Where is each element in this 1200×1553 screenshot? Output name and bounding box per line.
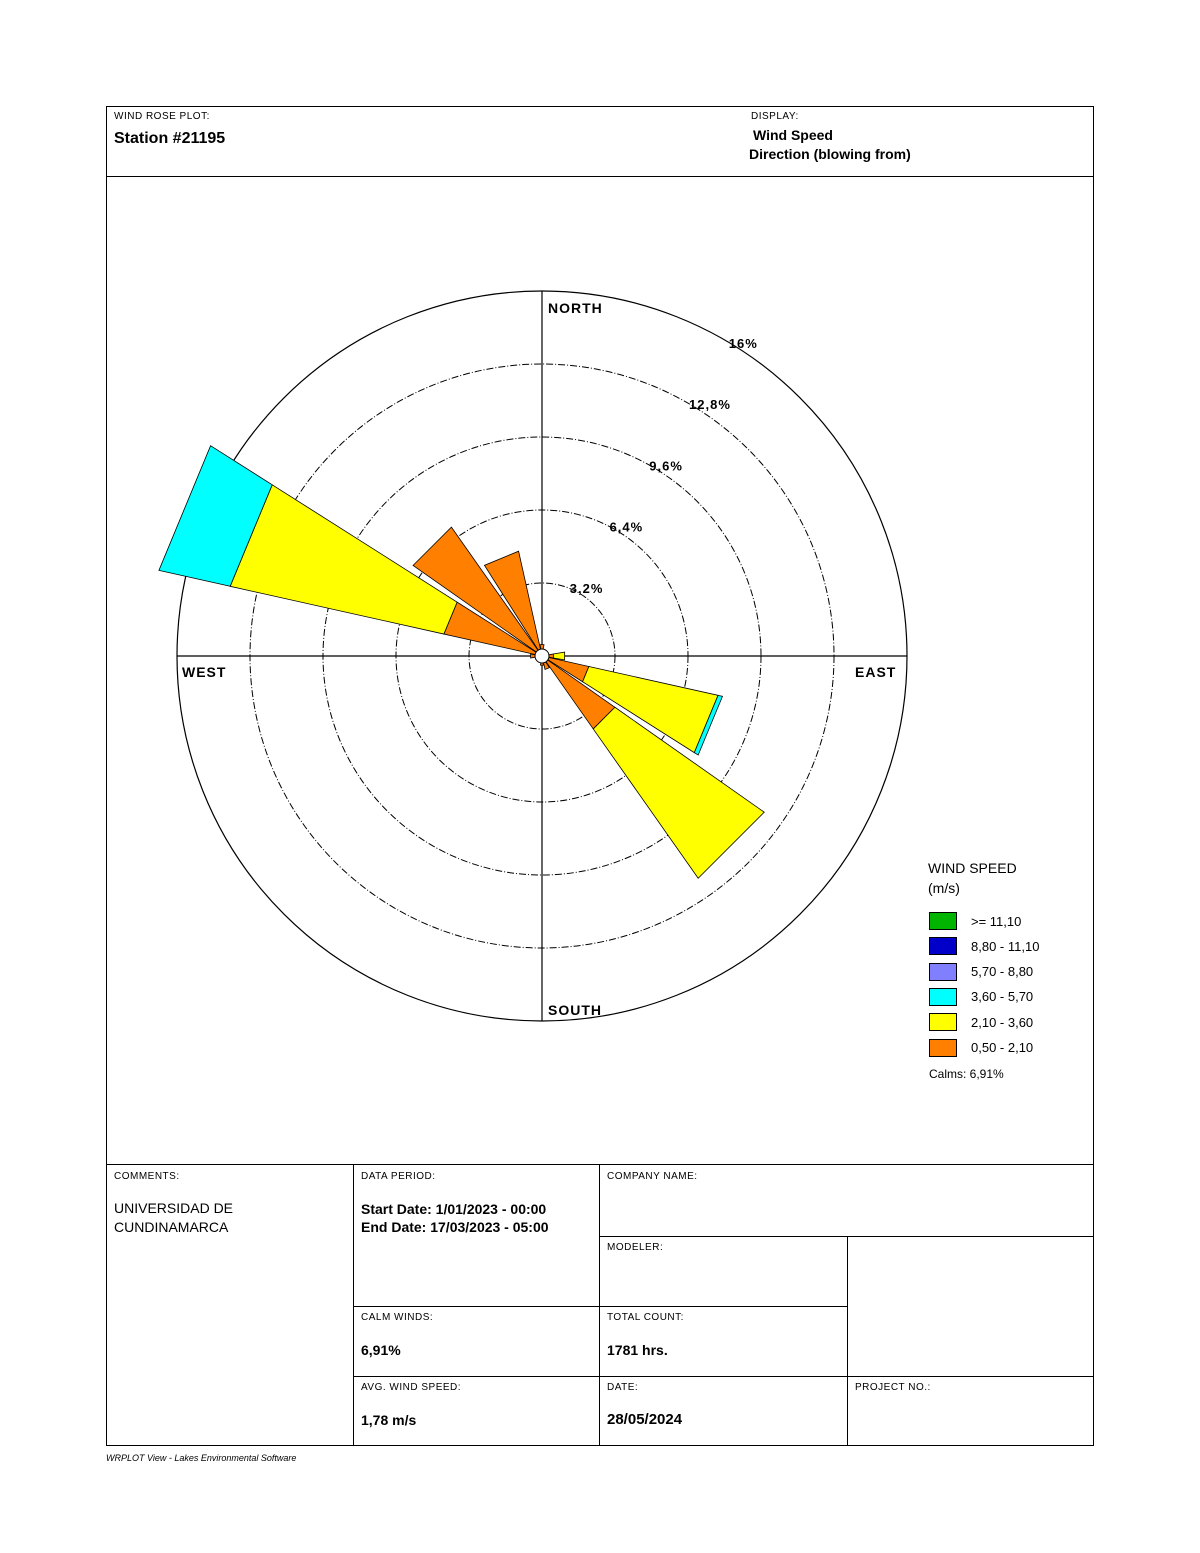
total-count-caption: TOTAL COUNT: <box>607 1312 684 1323</box>
date-caption: DATE: <box>607 1382 639 1393</box>
avg-wind-speed-value: 1,78 m/s <box>361 1412 417 1428</box>
legend-entry <box>929 962 1033 982</box>
legend-swatch <box>929 1013 957 1031</box>
legend-label: >= 11,10 <box>971 913 1022 929</box>
legend-calms: Calms: 6,91% <box>929 1067 1004 1081</box>
ring-label-1: 3,2% <box>569 580 604 596</box>
station-title: Station #21195 <box>114 130 226 147</box>
compass-west-label: WEST <box>182 664 227 680</box>
avg-wind-speed-caption: AVG. WIND SPEED: <box>361 1382 462 1393</box>
display-line-2: Direction (blowing from) <box>749 146 911 162</box>
plot-caption: WIND ROSE PLOT: <box>114 111 210 122</box>
ring-label-5: 16% <box>728 335 758 351</box>
start-date: Start Date: 1/01/2023 - 00:00 <box>361 1201 547 1217</box>
legend-label: 3,60 - 5,70 <box>971 989 1034 1005</box>
compass-south-label: SOUTH <box>548 1002 602 1018</box>
comments-caption: COMMENTS: <box>114 1171 180 1182</box>
calm-winds-value: 6,91% <box>361 1342 401 1358</box>
legend-entry <box>929 911 1021 931</box>
end-date: End Date: 17/03/2023 - 05:00 <box>361 1219 549 1235</box>
date-value: 28/05/2024 <box>607 1411 683 1428</box>
info-col-divider-2 <box>599 1164 600 1446</box>
info-row-divider-avg <box>353 1376 1094 1377</box>
company-caption: COMPANY NAME: <box>607 1171 698 1182</box>
legend-entry <box>929 987 1033 1007</box>
legend-label: 2,10 - 3,60 <box>971 1014 1034 1030</box>
legend-entry <box>929 936 1039 956</box>
info-row-divider-calm <box>353 1306 847 1307</box>
info-row-divider-company <box>599 1236 1094 1237</box>
legend-swatch <box>929 912 957 930</box>
legend-swatch <box>929 988 957 1006</box>
legend-units: (m/s) <box>928 880 960 896</box>
info-top-divider <box>106 1164 1094 1165</box>
display-line-1: Wind Speed <box>753 127 833 143</box>
modeler-caption: MODELER: <box>607 1242 664 1253</box>
legend-swatch <box>929 963 957 981</box>
compass-north-label: NORTH <box>548 300 603 316</box>
info-col-divider-1 <box>353 1164 354 1446</box>
legend-title: WIND SPEED <box>928 860 1017 876</box>
legend-swatch <box>929 937 957 955</box>
calm-circle <box>535 649 549 663</box>
legend-label: 0,50 - 2,10 <box>971 1040 1034 1055</box>
ring-label-3: 9,6% <box>649 458 683 474</box>
info-col-divider-3 <box>847 1236 848 1446</box>
legend-label: 5,70 - 8,80 <box>971 964 1034 980</box>
ring-label-4: 12,8% <box>689 397 731 413</box>
comments-line-2: CUNDINAMARCA <box>114 1219 229 1235</box>
legend-label: 8,80 - 11,10 <box>971 938 1040 954</box>
display-caption: DISPLAY: <box>751 111 799 122</box>
legend-entry <box>929 1038 1033 1058</box>
ring-label-2: 6,4% <box>609 519 644 535</box>
software-footer: WRPLOT View - Lakes Environmental Software <box>106 1453 297 1463</box>
compass-east-label: EAST <box>855 664 897 680</box>
data-period-caption: DATA PERIOD: <box>361 1171 436 1182</box>
calm-winds-caption: CALM WINDS: <box>361 1312 434 1323</box>
project-no-caption: PROJECT NO.: <box>855 1382 931 1393</box>
legend-swatch <box>929 1039 957 1057</box>
comments-line-1: UNIVERSIDAD DE <box>114 1200 234 1216</box>
legend-entry <box>929 1012 1033 1032</box>
total-count-value: 1781 hrs. <box>607 1342 668 1358</box>
